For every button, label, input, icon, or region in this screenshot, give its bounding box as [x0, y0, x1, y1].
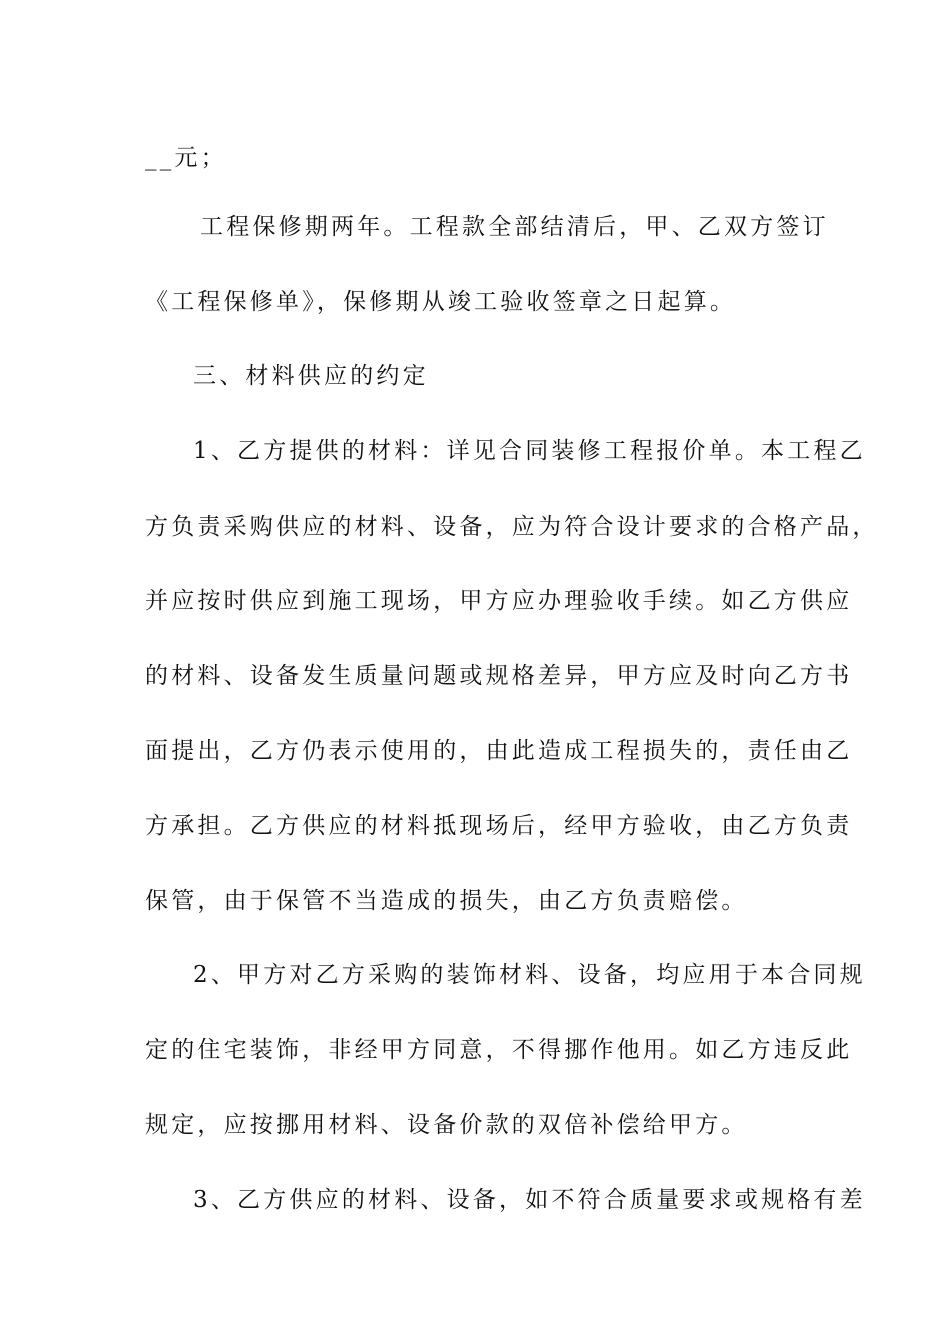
text-line: 面提出，乙方仍表示使用的，由此造成工程损失的，责任由乙: [145, 738, 853, 764]
text-line: 定的住宅装饰，非经甲方同意，不得挪作他用。如乙方违反此: [145, 1037, 853, 1063]
text-line: __元；: [145, 145, 227, 171]
text-line: 方承担。乙方供应的材料抵现场后，经甲方验收，由乙方负责: [145, 813, 853, 839]
text-line: 工程保修期两年。工程款全部结清后，甲、乙双方签订: [200, 214, 829, 240]
text-line: 并应按时供应到施工现场，甲方应办理验收手续。如乙方供应: [145, 588, 853, 614]
text-line: 3、乙方供应的材料、设备，如不符合质量要求或规格有差: [193, 1187, 866, 1213]
text-line: 《工程保修单》，保修期从竣工验收签章之日起算。: [145, 289, 737, 315]
text-line: 2、甲方对乙方采购的装饰材料、设备，均应用于本合同规: [193, 962, 866, 988]
text-line: 保管，由于保管不当造成的损失，由乙方负责赔偿。: [145, 888, 748, 914]
text-line: 方负责采购供应的材料、设备，应为符合设计要求的合格产品，: [145, 514, 879, 540]
section-heading: 三、材料供应的约定: [193, 363, 429, 389]
text-line: 的材料、设备发生质量问题或规格差异，甲方应及时向乙方书: [145, 663, 853, 689]
text-line: 1、乙方提供的材料：详见合同装修工程报价单。本工程乙: [193, 438, 866, 464]
text-line: 规定，应按挪用材料、设备价款的双倍补偿给甲方。: [145, 1112, 748, 1138]
